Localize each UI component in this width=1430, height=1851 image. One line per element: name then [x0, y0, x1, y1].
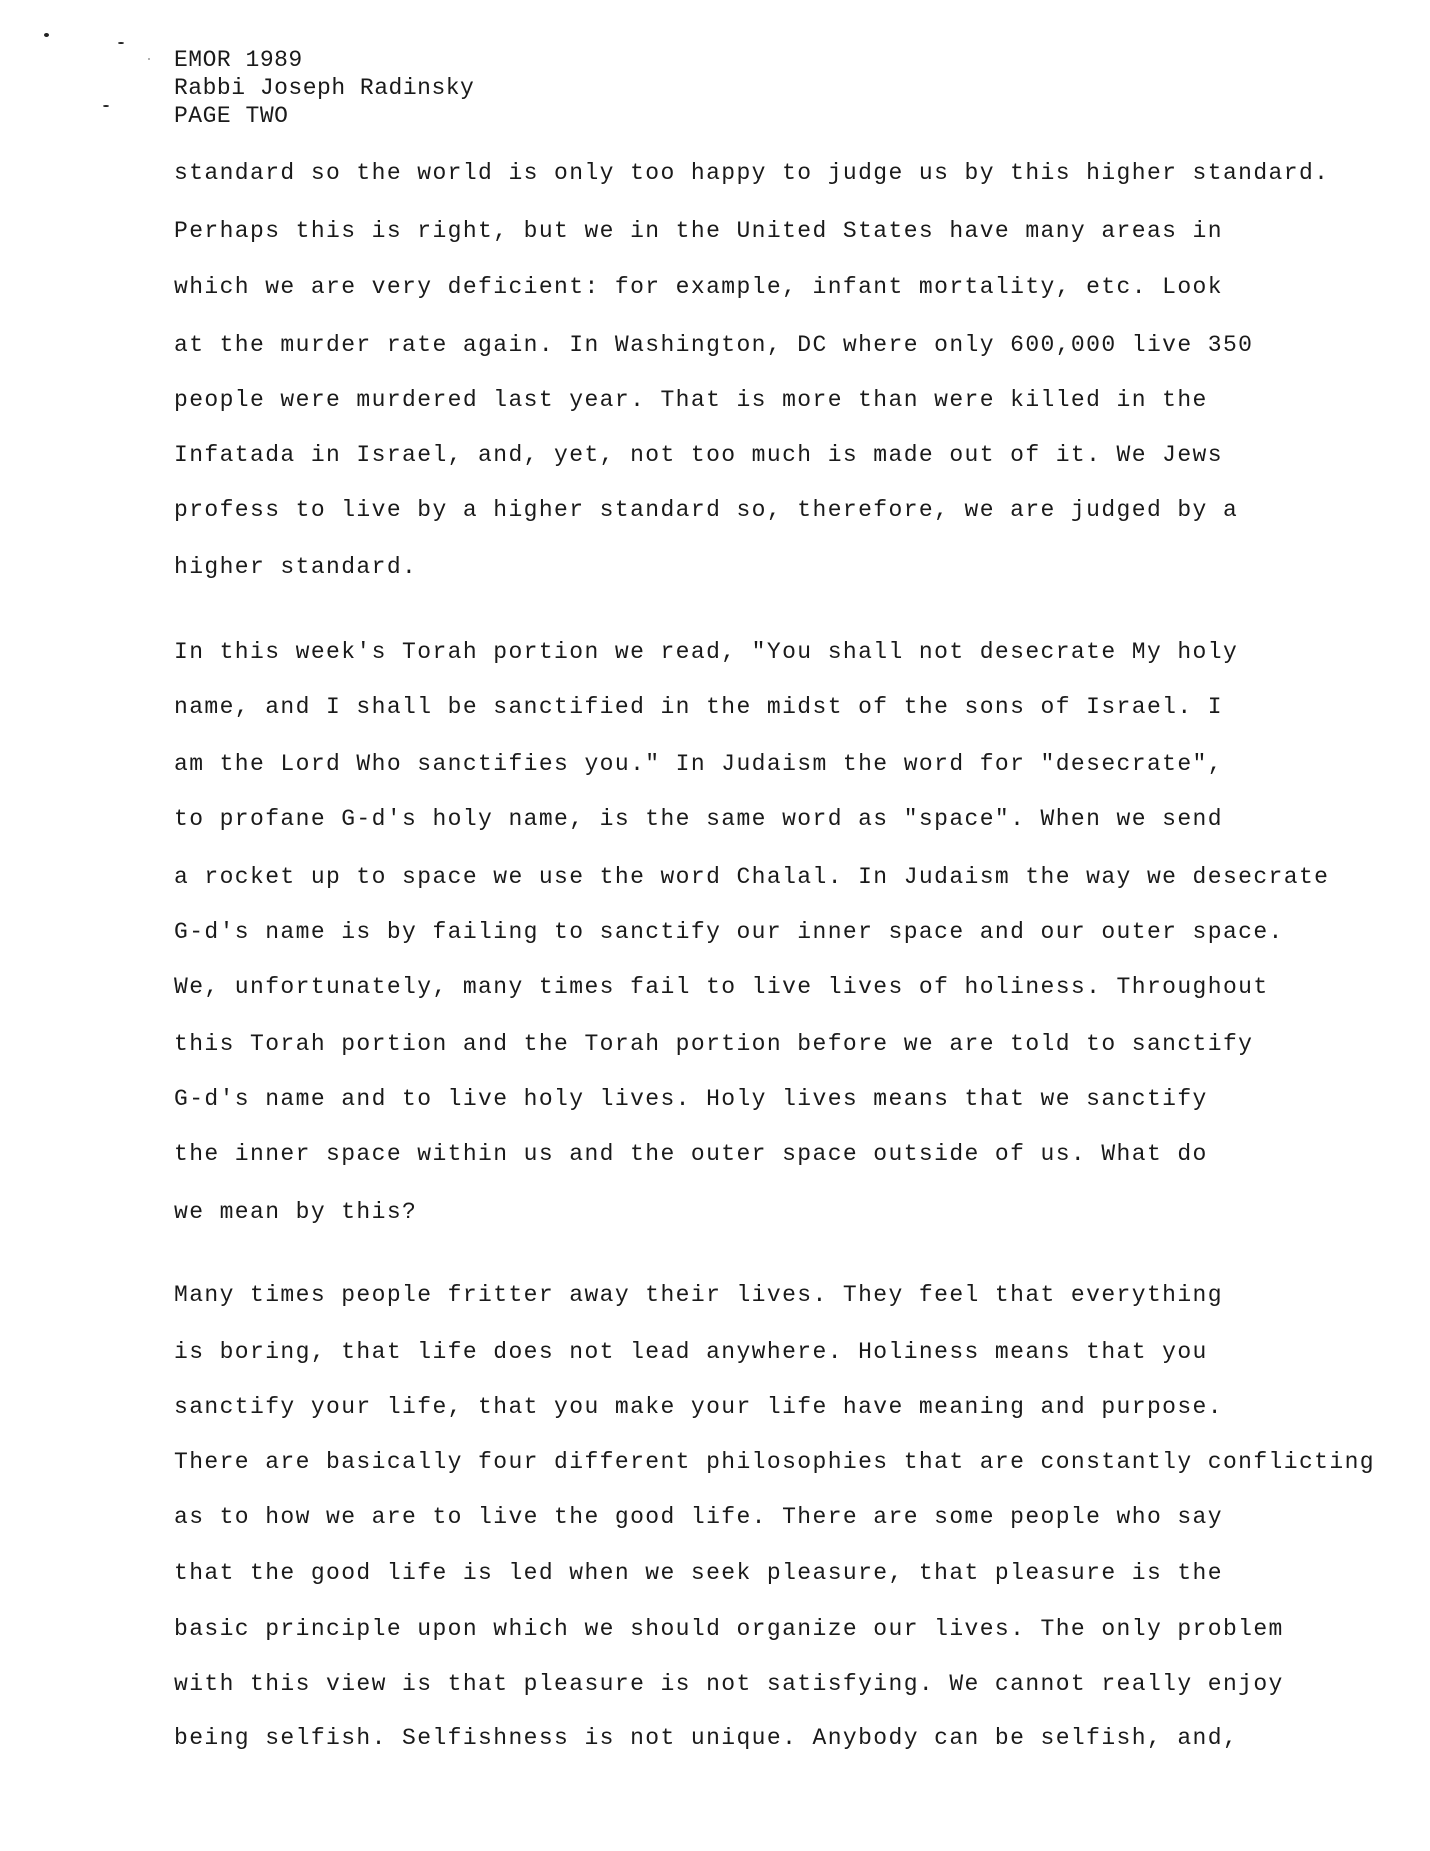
body-line: we mean by this? [174, 1199, 418, 1225]
body-line: being selfish. Selfishness is not unique. Anybody can be selfish, and, [174, 1725, 1239, 1751]
body-line: We, unfortunately, many times fail to live lives of holiness. Throughout [174, 974, 1269, 1000]
body-line: to profane G-d's holy name, is the same word as "space". When we send [174, 806, 1223, 832]
body-line: a rocket up to space we use the word Chalal. In Judaism the way we desecrate [174, 864, 1330, 890]
scan-speck [118, 42, 124, 44]
body-line: which we are very deficient: for example, infant mortality, etc. Look [174, 274, 1223, 300]
body-line: G-d's name is by failing to sanctify our inner space and our outer space. [174, 919, 1284, 945]
body-line: There are basically four different philosophies that are constantly conflicting [174, 1449, 1375, 1475]
body-line: Many times people fritter away their lives. They feel that everything [174, 1282, 1223, 1308]
scan-speck [148, 58, 150, 60]
body-line: Infatada in Israel, and, yet, not too much is made out of it. We Jews [174, 442, 1223, 468]
scan-speck [103, 105, 109, 107]
body-line: standard so the world is only too happy to judge us by this higher standard. [174, 160, 1330, 186]
body-line: name, and I shall be sanctified in the midst of the sons of Israel. I [174, 694, 1223, 720]
document-header [174, 46, 474, 130]
scan-speck [44, 33, 49, 37]
body-line: as to how we are to live the good life. There are some people who say [174, 1504, 1223, 1530]
body-line: the inner space within us and the outer space outside of us. What do [174, 1141, 1208, 1167]
header-author: Rabbi Joseph Radinsky [174, 75, 475, 101]
body-line: is boring, that life does not lead anywhere. Holiness means that you [174, 1339, 1208, 1365]
body-line: at the murder rate again. In Washington, DC where only 600,000 live 350 [174, 332, 1254, 358]
body-line: that the good life is led when we seek pleasure, that pleasure is the [174, 1560, 1223, 1586]
body-line: people were murdered last year. That is more than were killed in the [174, 387, 1208, 413]
body-line: profess to live by a higher standard so, therefore, we are judged by a [174, 497, 1239, 523]
header-page-number: PAGE TWO [174, 103, 289, 129]
body-line: basic principle upon which we should organize our lives. The only problem [174, 1616, 1284, 1642]
header-title: EMOR 1989 [174, 47, 303, 73]
body-line: sanctify your life, that you make your life have meaning and purpose. [174, 1394, 1223, 1420]
body-line: with this view is that pleasure is not satisfying. We cannot really enjoy [174, 1671, 1284, 1697]
body-line: am the Lord Who sanctifies you." In Judaism the word for "desecrate", [174, 751, 1223, 777]
body-line: Perhaps this is right, but we in the United States have many areas in [174, 218, 1223, 244]
body-line: G-d's name and to live holy lives. Holy lives means that we sanctify [174, 1086, 1208, 1112]
body-line: this Torah portion and the Torah portion before we are told to sanctify [174, 1031, 1254, 1057]
body-line: In this week's Torah portion we read, "You shall not desecrate My holy [174, 639, 1239, 665]
body-line: higher standard. [174, 554, 418, 580]
